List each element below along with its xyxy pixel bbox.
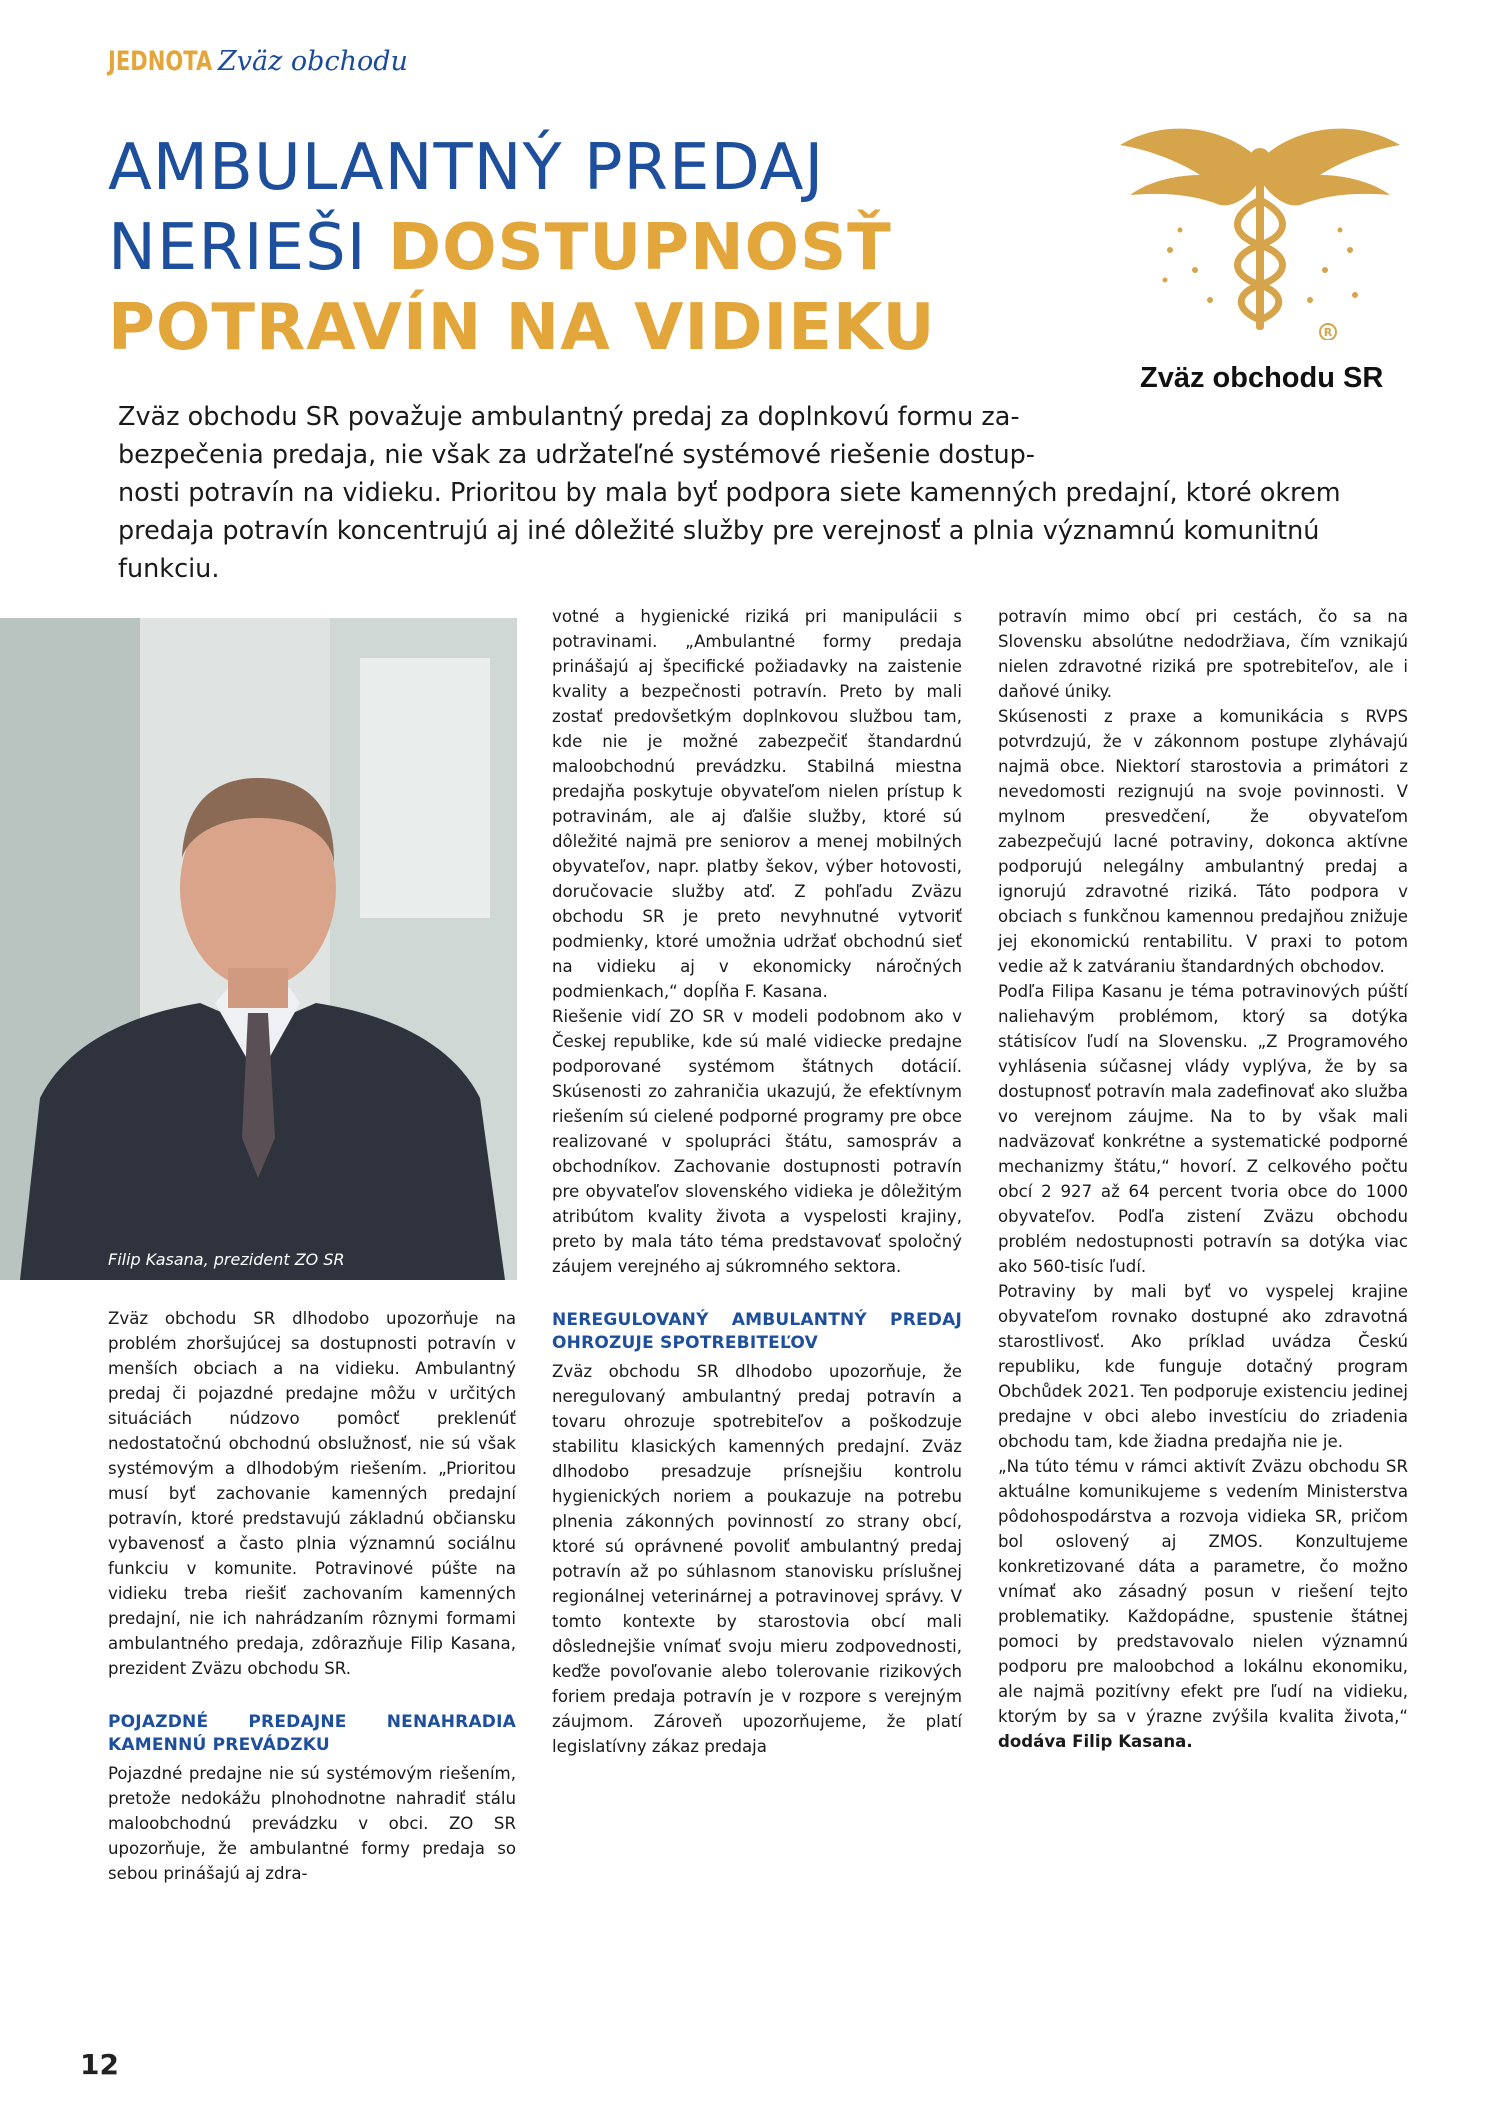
lead-line: funkciu. xyxy=(118,554,220,584)
paragraph: potravín mimo obcí pri cestách, čo sa na Slovensku absolútne nedodržiava, čím vznikajú nielen zdravotné riziká pre spotrebiteľov, ale i daňové úniky. xyxy=(998,607,1408,701)
lead-line: bezpečenia predaja, nie však za udržateľné systémové riešenie dostup- xyxy=(118,440,1036,470)
paragraph-text-end: dodáva Filip Kasana. xyxy=(998,1732,1193,1751)
title-line-3: POTRAVÍN NA VIDIEKU xyxy=(108,291,936,365)
paragraph-text: Zväz obchodu SR dlhodobo upozorňuje na problém zhoršujúcej sa dostupnosti potravín v menších obciach a na vidieku. Ambulantný predaj či pojazdné predajne môžu v určitých situáciách núdzovo pomôcť preklenúť nedostatočnú obchodnú obslužnosť, nie sú však systémovým a dlhodobým riešením. „Prioritou musí byť zachovanie kamenných predajní potravín, ktoré predstavujú základnú občiansku vybavenosť a často plnia významnú sociálnu funkciu v komunite. Potravinové púšte na vidieku treba riešiť zachovaním kamenných predajní, nie ich nahrádzaním rôznymi formami ambulantného predaja, xyxy=(108,1309,516,1653)
portrait-photo xyxy=(0,618,517,1280)
title-line-2 xyxy=(108,208,1008,288)
lead-paragraph xyxy=(118,398,1418,588)
subheading: POJAZDNÉ PREDAJNE NENAHRADIA KAMENNÚ PREVÁDZKU xyxy=(108,1712,516,1755)
photo-caption: Filip Kasana, prezident ZO SR xyxy=(108,1250,345,1269)
svg-text:R: R xyxy=(1323,326,1333,339)
lead-line: predaja potravín koncentrujú aj iné dôležité služby pre verejnosť a plnia významnú komunitnú xyxy=(118,516,1320,546)
subheading: NEREGULOVANÝ AMBULANTNÝ PREDAJ OHROZUJE SPOTREBITEĽOV xyxy=(552,1310,962,1353)
title-line-1: AMBULANTNÝ PREDAJ xyxy=(108,131,825,205)
logo-name: Zväz obchodu SR xyxy=(1140,362,1384,394)
paragraph: Podľa Filipa Kasanu je téma potravinových púští naliehavým problémom, ktorý sa dotýka státisícov ľudí na Slovensku. „Z Programového vyhlásenia súčasnej vlády vyplýva, že by sa dostupnosť potravín mala zadefinovať ako služba vo verejnom záujme. Na to by však mali nadväzovať konkrétne a systematické podporné mechanizmy štátu,“ hovorí. Z celkového počtu obcí 2 927 až 64 percent tvoria obce do 1000 obyvateľov. Podľa zistení Zväzu obchodu problém nedostupnosti potravín sa dotýka viac ako 560-tisíc ľudí. xyxy=(998,982,1408,1276)
paragraph xyxy=(108,1306,516,1681)
article-title xyxy=(108,128,1008,368)
column-2 xyxy=(552,604,962,1759)
page-number: 12 xyxy=(80,2048,119,2081)
caduceus-logo-icon xyxy=(1110,120,1410,340)
column-1 xyxy=(108,1306,516,1886)
lead-line: Zväz obchodu SR považuje ambulantný predaj za doplnkovú formu za- xyxy=(118,402,1020,432)
paragraph: Riešenie vidí ZO SR v modeli podobnom ako v Českej republike, kde sú malé vidiecke predajne podporované systémom štátnych dotácií. Skúsenosti zo zahraničia ukazujú, že efektívnym riešením sú cielené podporné programy pre obce realizované v spolupráci štátu, samospráv a obchodníkov. Zachovanie dostupnosti potravín pre obyvateľov slovenského vidieka je dôležitým atribútom kvality života a vyspelosti krajiny, preto by mala táto téma predstavovať spoločný záujem verejného aj súkromného sektora. xyxy=(552,1007,962,1276)
paragraph xyxy=(998,1454,1408,1754)
paragraph: Skúsenosti z praxe a komunikácia s RVPS potvrdzujú, že v zákonnom postupe zlyhávajú najmä obce. Niektorí starostovia a primátori z nevedomosti rezignujú na svoje povinnosti. V mylnom presvedčení, že obyvateľom zabezpečujú lacné potraviny, dokonca aktívne podporujú nelegálny ambulantný predaj a ignorujú zdravotné riziká. Táto podpora v obciach s funkčnou kamennou predajňou znižuje jej ekonomickú rentabilitu. V praxi to potom vedie až k zatváraniu štandardných obchodov. xyxy=(998,707,1408,976)
lead-line: nosti potravín na vidieku. Prioritou by mala byť podpora siete kamenných predajní, ktoré okrem xyxy=(118,478,1341,508)
portrait-illustration xyxy=(0,618,517,1280)
paragraph-text-end: zdôrazňuje Filip Kasana, prezident Zväzu obchodu SR. xyxy=(108,1634,516,1678)
paragraph-text: „Na túto tému v rámci aktivít Zväzu obchodu SR aktuálne komunikujeme s vedením Ministerstva pôdohospodárstva a rozvoja vidieka SR, pričom bol oslovený aj ZMOS. Konzultujeme konkretizované dáta a parametre, čo možno vnímať ako zásadný posun v riešení tejto problematiky. Každopádne, spustenie štátnej pomoci by predstavovalo nielen významnú podporu pre maloobchod a lokálnu ekonomiku, ale najmä pozitívny efekt pre ľudí na vidieku, ktorým by sa v ýrazne zvýšila kvalita života,“ xyxy=(998,1457,1408,1726)
paragraph: Potraviny by mali byť vo vyspelej krajine obyvateľom rovnako dostupné ako zdravotná starostlivosť. Ako príklad uvádza Českú republiku, kde funguje dotačný program Obchůdek 2021. Ten podporuje existenciu jedinej predajne v obci alebo investíciu do zriadenia obchodu tam, kde žiadna predajňa nie je. xyxy=(998,1282,1408,1451)
brand-jednota: JEDNOTA xyxy=(108,46,213,77)
section-name: Zväz obchodu xyxy=(218,46,408,77)
paragraph: votné a hygienické riziká pri manipulácii s potravinami. „Ambulantné formy predaja prinášajú aj špecifické požiadavky na zaistenie kvality a bezpečnosti potravín. Preto by mali zostať predovšetkým doplnkovou službou tam, kde nie je možné zabezpečiť štandardnú maloobchodnú prevádzku. Stabilná miestna predajňa poskytuje obyvateľom nielen prístup k potravinám, ale aj ďalšie služby, ktoré sú dôležité najmä pre seniorov a menej mobilných obyvateľov, napr. platby šekov, výber hotovosti, doručovacie služby atď. Z pohľadu Zväzu obchodu SR je preto nevyhnutné vytvoriť podmienky, ktoré umožnia udržať obchodnú sieť na vidieku aj v ekonomicky náročných podmienkach,“ dopĺňa F. Kasana. xyxy=(552,607,962,1001)
column-3 xyxy=(998,604,1408,1754)
title-line-2-normal: NERIEŠI xyxy=(108,211,388,285)
paragraph: Zväz obchodu SR dlhodobo upozorňuje, že neregulovaný ambulantný predaj potravín a tovaru ohrozuje spotrebiteľov a poškodzuje stabilitu klasických kamenných predajní. Zväz dlhodobo presadzuje prísnejšiu kontrolu hygienických noriem a poukazuje na potrebu plnenia zákonných povinností zo strany obcí, ktoré sú oprávnené povoliť ambulantný predaj potravín až po súhlasnom stanovisku príslušnej regionálnej veterinárnej a potravinovej správy. V tomto kontexte by starostovia obcí mali dôslednejšie vnímať svoju mieru zodpovednosti, keďže povoľovanie alebo tolerovanie rizikových foriem predaja potravín je v rozpore s verejným záujmom. Zároveň upozorňujeme, že platí legislatívny zákaz predaja xyxy=(552,1362,962,1756)
page-header xyxy=(108,46,408,86)
paragraph: Pojazdné predajne nie sú systémovým riešením, pretože nedokážu plnohodnotne nahradiť stálu maloobchodnú prevádzku v obci. ZO SR upozorňuje, že ambulantné formy predaja so sebou prinášajú aj zdra- xyxy=(108,1764,516,1883)
title-line-2-highlight: DOSTUPNOSŤ xyxy=(387,211,892,285)
